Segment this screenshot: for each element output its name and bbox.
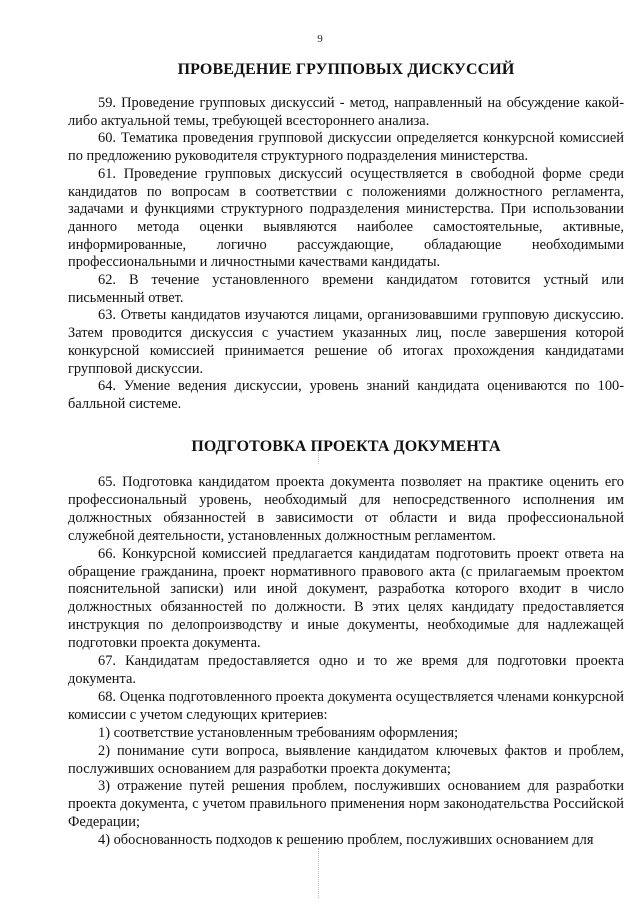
section-heading: ПОДГОТОВКА ПРОЕКТА ДОКУМЕНТА (191, 438, 501, 455)
paragraph-59: 59. Проведение групповых дискуссий - метод, направленный на обсуждение какой-либо актуальной темы, требующей всестороннего анализа. (68, 95, 624, 129)
scan-artifact-line (318, 440, 320, 464)
paragraph-65: 65. Подготовка кандидатом проекта документа позволяет на практике оценить его профессиональный уровень, необходимый для непосредственного исполнения им должностных обязанностей в зависимости от области и вида профессиональной служебной деятельности, установленных должностным регламентом. (68, 474, 624, 544)
criterion-1: 1) соответствие установленным требованиям оформления; (98, 724, 459, 741)
paragraph-68: 68. Оценка подготовленного проекта документа осуществляется членами конкурсной комиссии с учетом следующих критериев: (68, 688, 624, 723)
scan-artifact-line (318, 848, 320, 898)
paragraph-63: 63. Ответы кандидатов изучаются лицами, организовавшими групповую дискуссию. Затем проводится дискуссия с участием указанных лиц, после завершения которой конкурсной комиссией принимается решение об итогах прохождения кандидатами групповой дискуссии. (68, 307, 624, 377)
paragraph-64: 64. Умение ведения дискуссии, уровень знаний кандидата оцениваются по 100-балльной системе. (68, 378, 624, 412)
criterion-2: 2) понимание сути вопроса, выявление кандидатом ключевых фактов и проблем, послуживших основанием для разработки проекта документа; (68, 742, 624, 777)
paragraph-67: 67. Кандидатам предоставляется одно и то же время для подготовки проекта документа. (68, 653, 624, 687)
paragraph-60: 60. Тематика проведения групповой дискуссии определяется конкурсной комиссией по предложению руководителя структурного подразделения министерства. (68, 130, 624, 165)
section-body (68, 474, 624, 850)
section-heading: ПРОВЕДЕНИЕ ГРУППОВЫХ ДИСКУССИЙ (177, 61, 515, 78)
page-number: 9 (317, 33, 323, 45)
section-document-draft (68, 437, 624, 850)
section-body (68, 95, 624, 414)
paragraph-61: 61. Проведение групповых дискуссий осуществляется в свободной форме среди кандидатов по вопросам в соответствии с положениями должностного регламента, задачами и функциями структурного подразделения министерства. При использовании данного метода оценки выявляются наиболее самостоятельные, активные, информированные, логично рассуждающие, обладающие необходимыми профессиональными и личностными качествами кандидаты. (68, 165, 624, 271)
paragraph-62: 62. В течение установленного времени кандидатом готовится устный или письменный ответ. (68, 272, 624, 306)
paragraph-66: 66. Конкурсной комиссией предлагается кандидатам подготовить проект ответа на обращение гражданина, проект нормативного правового акта (с прилагаемым проектом пояснительной записки) или иной документ, разработка которого входит в число должностных обязанностей по должности. В этих целях кандидату предоставляется инструкция по делопроизводству и иные документы, необходимые для надлежащей подготовки проекта документа. (68, 545, 624, 652)
criterion-4: 4) обоснованность подходов к решению проблем, послуживших основанием для (98, 832, 594, 849)
section-group-discussions (68, 60, 624, 414)
criterion-3: 3) отражение путей решения проблем, послуживших основанием для разработки проекта документа, с учетом правильного применения норм законодательства Российской Федерации; (68, 778, 624, 831)
